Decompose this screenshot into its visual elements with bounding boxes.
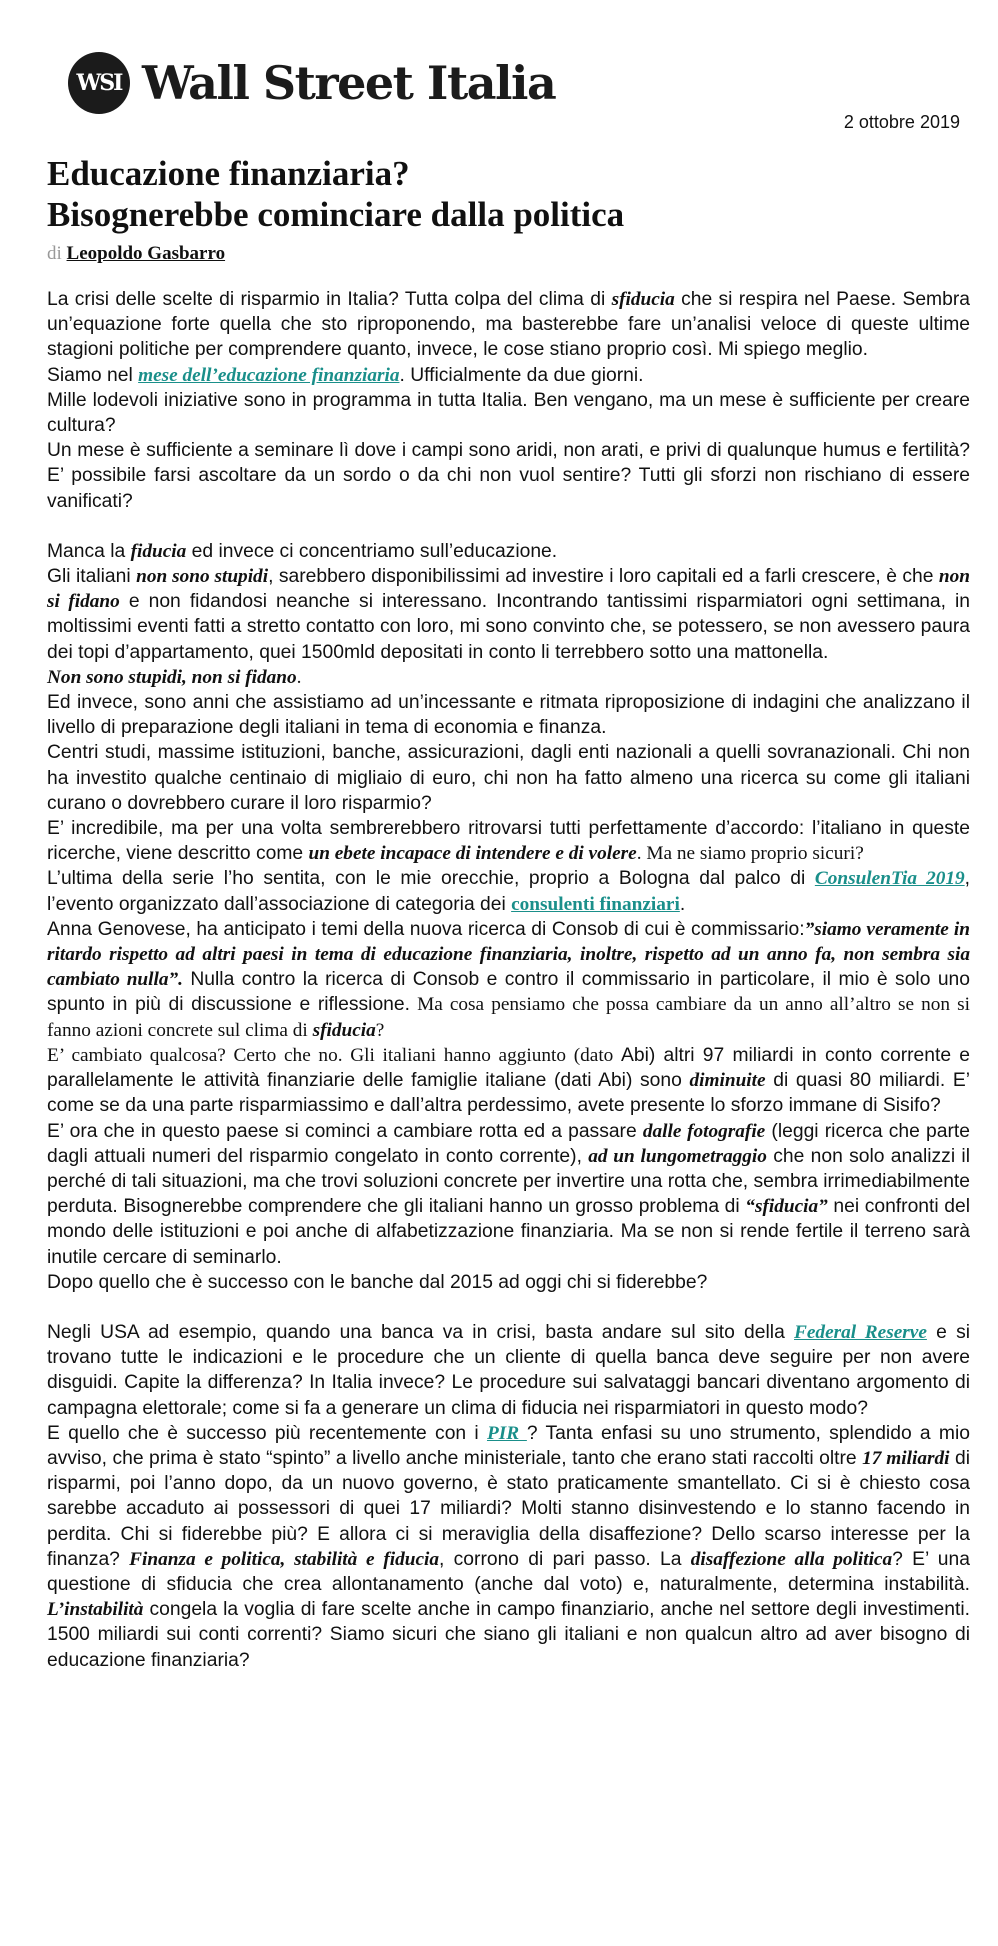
link-consulentia-2019[interactable]: ConsulenTia 2019 (814, 868, 965, 890)
paragraph-11: L’ultima della serie l’ho sentita, con le mie orecchie, proprio a Bologna dal palco di ConsulenTia 2019, l’evento organizzato dall’associazione di categoria dei consulenti finanziari. (47, 868, 970, 915)
link-consulenti-finanziari[interactable]: consulenti finanziari (511, 893, 680, 915)
emphasis-non-si-fidano: non si fidano (47, 566, 970, 613)
paragraph-10: E’ incredibile, ma per una volta sembrerebbero ritrovarsi tutti perfettamente d’accordo: l’italiano in queste ricerche, viene descritto come un ebete incapace di intendere e di volere. Ma ne siamo proprio sicuri? (47, 818, 970, 865)
link-federal-reserve[interactable]: Federal Reserve (794, 1321, 927, 1343)
emphasis-sfiducia: sfiducia (611, 289, 675, 310)
emphasis-non-sono-stupidi: non sono stupidi (136, 566, 269, 588)
paragraph-2: Siamo nel mese dell’educazione finanziaria. Ufficialmente da due giorni. (47, 364, 644, 386)
article-body (47, 287, 970, 1673)
publish-date: 2 ottobre 2019 (843, 112, 960, 132)
paragraph-13: E’ cambiato qualcosa? Certo che no. Gli italiani hanno aggiunto (dato Abi) altri 97 miliardi in conto corrente e parallelamente le attività finanziarie delle famiglie italiane (dati Abi) sono diminuite di quasi 80 miliardi. E’ come se da una parte risparmiassimo e dall’altra perdessimo, avete presente lo sforzo immane di Sisifo? (47, 1044, 970, 1117)
paragraph-4: Un mese è sufficiente a seminare lì dove i campi sono aridi, non arati, e privi di qualunque humus e fertilità? E’ possibile farsi ascoltare da un sordo o da chi non vuol sentire? Tutti gli sforzi non rischiano di essere vanificati? (47, 440, 970, 512)
logo-text: Wall Street Italia (142, 56, 556, 110)
paragraph-6: Gli italiani non sono stupidi, sarebbero disponibilissimi ad investire i loro capitali ed a farli crescere, è che non si fidano e non fidandosi neanche si interessano. Incontrando tantissimi risparmiatori ogni settimana, in moltissimi eventi fatti a stretto contatto con loro, mi sono convinto che, se potessero, se non avessero paura dei topi d’appartamento, quei 1500mld depositati in conto li terrebbero sotto una mattonella. (47, 566, 970, 663)
author-link[interactable]: Leopoldo Gasbarro (66, 243, 226, 264)
paragraph-9: Centri studi, massime istituzioni, banche, assicurazioni, dagli enti nazionali a quelli sovranazionali. Chi non ha investito qualche centinaio di migliaio di euro, chi non ha fatto almeno una ricerca su come gli italiani curano o dovrebbero curare il loro risparmio? (47, 742, 970, 814)
emphasis-diminuite: diminuite (689, 1070, 766, 1092)
paragraph-16: Negli USA ad esempio, quando una banca va in crisi, basta andare sul sito della Federal Reserve e si trovano tutte le indicazioni e le procedure che un cliente di quella banca deve seguire per non avere disguidi. Capite la differenza? In Italia invece? Le procedure sui salvataggi bancari diventano argomento di campagna elettorale; come si fa a generare un clima di fiducia nei risparmiatori in questo modo? (47, 1321, 970, 1419)
quote-genovese: ”siamo veramente in ritardo rispetto ad altri paesi in tema di educazione finanziaria, inoltre, rispetto ad un anno fa, non sembra sia cambiato nulla”. (47, 918, 970, 991)
emphasis-fiducia: fiducia (130, 540, 187, 562)
emphasis-ebete: un ebete incapace di intendere e di volere (308, 843, 637, 865)
byline (47, 243, 225, 265)
byline-prefix: di (47, 243, 62, 264)
link-pir[interactable]: PIR (486, 1422, 527, 1444)
headline (47, 153, 967, 235)
paragraph-3: Mille lodevoli iniziative sono in programma in tutta Italia. Ben vengano, ma un mese è sufficiente per creare cultura? (47, 389, 970, 437)
paragraph-7: Non sono stupidi, non si fidano. (47, 666, 302, 688)
paragraph-17: E quello che è successo più recentemente con i PIR ? Tanta enfasi su uno strumento, splendido a mio avviso, che prima è stato “spinto” a livello anche ministeriale, tanto che erano stati raccolti oltre 17 miliardi di risparmi, poi l’anno dopo, da un nuovo governo, è stato praticamente smantellato. Ci si è chiesto cosa sarebbe accaduto ai possessori di quei 17 miliardi? Molti stanno disinvestendo e lo stanno facendo in perdita. Chi si fiderebbe più? E allora ci si meraviglia della disaffezione? Dello scarso interesse per la finanza? Finanza e politica, stabilità e fiducia, corrono di pari passo. La disaffezione alla politica? E’ una questione di sfiducia che crea allontanamento (anche dal voto) e, naturalmente, determina instabilità. L’instabilità congela la voglia di fare scelte anche in campo finanziario, anche nel settore degli investimenti. 1500 miliardi sui conti correnti? Siamo sicuri che siano gli italiani e non qualcun altro ad aver bisogno di educazione finanziaria? (47, 1422, 971, 1671)
paragraph-8: Ed invece, sono anni che assistiamo ad un’incessante e ritmata riproposizione di indagini che analizzano il livello di preparazione degli italiani in tema di economia e finanza. (47, 692, 970, 739)
paragraph-15: Dopo quello che è successo con le banche dal 2015 ad oggi chi si fiderebbe? (47, 1271, 708, 1293)
logo-badge: WSI (68, 52, 130, 114)
masthead[interactable] (68, 50, 555, 116)
paragraph-12: Anna Genovese, ha anticipato i temi della nuova ricerca di Consob di cui è commissario:”siamo veramente in ritardo rispetto ad altri paesi in tema di educazione finanziaria, inoltre, rispetto ad un anno fa, non sembra sia cambiato nulla”. Nulla contro la ricerca di Consob e contro il commissario in particolare, il mio è solo uno spunto in più di discussione e riflessione. Ma cosa pensiamo che possa cambiare da un anno all’altro se non si fanno azioni concrete sul clima di sfiducia? (47, 918, 970, 1041)
headline-line-2: Bisognerebbe cominciare dalla politica (47, 195, 625, 234)
link-mese-educazione-finanziaria[interactable]: mese dell’educazione finanziaria (138, 364, 400, 386)
paragraph-14: E’ ora che in questo paese si cominci a cambiare rotta ed a passare dalle fotografie (leggi ricerca che parte dagli attuali numeri del risparmio congelato in conto corrente), ad un lungometraggio che non solo analizzi il perché di tali situazioni, ma che trovi soluzioni concrete per invertire una rotta che, sembra irrimediabilmente perduta. Bisognerebbe comprendere che gli italiani hanno un grosso problema di “sfiducia” nei confronti del mondo delle istituzioni e poi anche di alfabetizzazione finanziaria. Ma se non si rende fertile il terreno sarà inutile cercare di seminarlo. (47, 1120, 970, 1268)
paragraph-1: La crisi delle scelte di risparmio in Italia? Tutta colpa del clima di sfiducia che si respira nel Paese. Sembra un’equazione forte quella che sto riproponendo, ma basterebbe fare un’analisi veloce di queste ultime stagioni politiche per comprendere quanto, invece, le cose stiano proprio così. Mi spiego meglio. (47, 289, 970, 361)
paragraph-5: Manca la fiducia ed invece ci concentriamo sull’educazione. (47, 540, 558, 562)
headline-line-1: Educazione finanziaria? (47, 154, 410, 193)
